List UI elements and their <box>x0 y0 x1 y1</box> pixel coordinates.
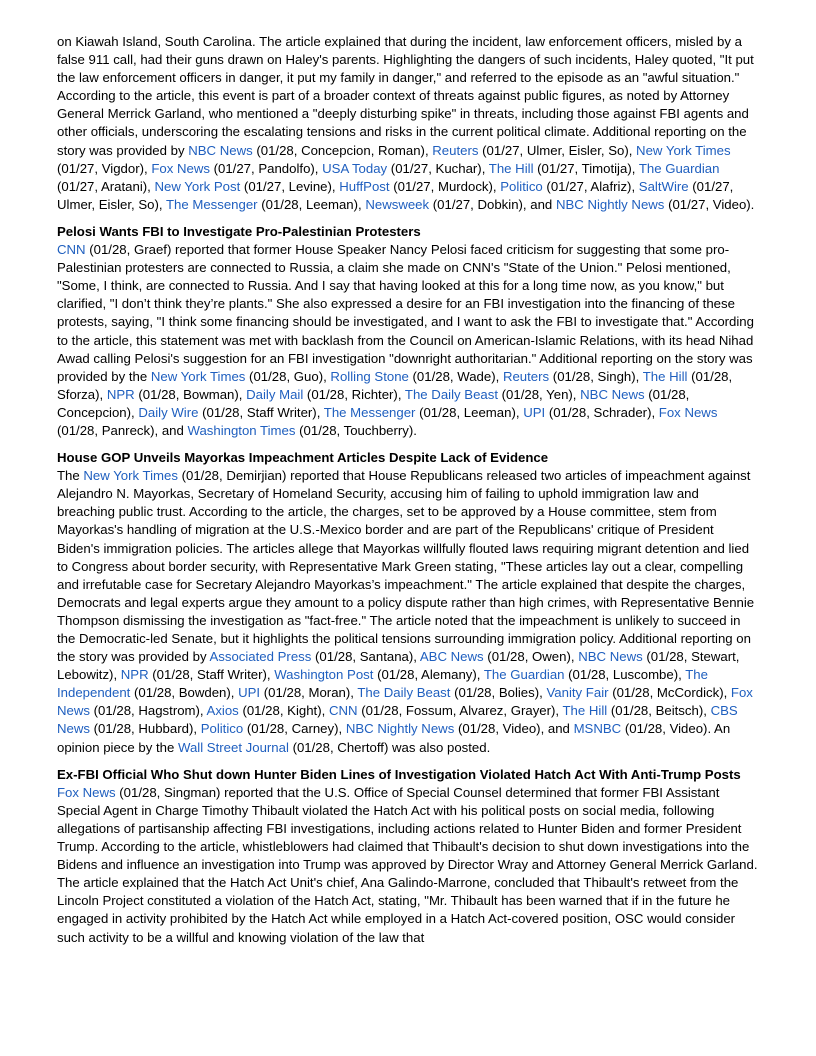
source-link[interactable]: Politico <box>200 721 244 737</box>
article-text: (01/28, Concepcion, Roman), <box>252 142 433 158</box>
article-text: (01/28, Concepcion), <box>57 386 690 420</box>
article-text: (01/28, Carney), <box>243 721 346 737</box>
article-text: (01/28, Stewart, Lebowitz), <box>57 649 740 683</box>
source-link[interactable]: The Daily Beast <box>357 685 451 701</box>
source-link[interactable]: The Messenger <box>165 196 258 212</box>
article-text: (01/28, Luscombe), <box>564 667 686 683</box>
source-link[interactable]: NBC News <box>188 142 253 158</box>
source-link[interactable]: Fox News <box>57 784 116 800</box>
source-link[interactable]: New York Times <box>83 468 178 484</box>
article-text: (01/28, Hagstrom), <box>89 703 207 719</box>
article-text: (01/27, Alafriz), <box>542 178 639 194</box>
source-link[interactable]: Axios <box>206 703 239 719</box>
source-link[interactable]: NBC News <box>578 649 643 665</box>
source-link[interactable]: Rolling Stone <box>330 368 409 384</box>
article-heading: House GOP Unveils Mayorkas Impeachment Articles Despite Lack of Evidence <box>57 450 549 466</box>
source-link[interactable]: The Hill <box>642 368 688 384</box>
article-text: (01/27, Dobkin), and <box>429 196 556 212</box>
article-body <box>57 33 760 214</box>
article-text: (01/28, Chertoff) was also posted. <box>288 739 491 755</box>
newsletter-page <box>57 33 760 956</box>
source-link[interactable]: MSNBC <box>573 721 622 737</box>
source-link[interactable]: CNN <box>57 242 86 258</box>
article-text: (01/28, Bowden), <box>130 685 239 701</box>
source-link[interactable]: New York Times <box>636 142 731 158</box>
article-text: (01/28, Richter), <box>303 386 405 402</box>
source-link[interactable]: UPI <box>238 685 261 701</box>
article-body <box>57 784 760 947</box>
article-text: (01/28, Kight), <box>238 703 329 719</box>
source-link[interactable]: CNN <box>328 703 358 719</box>
article-text: (01/27, Timotija), <box>533 160 639 176</box>
article-text: (01/28, Sforza), <box>57 368 733 402</box>
source-link[interactable]: Fox News <box>57 685 753 719</box>
article-text: (01/28, Singman) reported that the U.S. Office of Special Counsel determined that former FBI Assistant Special Agent in Charge Timothy Thibault violated the Hatch Act with his political posts on social media, following allegations of partisanship affecting FBI investigations, including actions related to Hunter Biden and former President Trump. According to the article, whistleblowers had claimed that Thibault's decision to shut down investigations into the Bidens and influence an investigation into Trump was approved by Director Wray and Attorney General Merrick Garland. The article explained that the Hatch Act Unit's chief, Ana Galindo-Marrone, concluded that Thibault's retweet from the Lincoln Project constituted a violation of the Hatch Act, stating, "Mr. Thibault has been warned that if in the future he engaged in activity prohibited by the Hatch Act while employed in a Hatch Act-covered position, OSC would consider such activity to be a willful and knowing violation of the law that <box>57 784 758 945</box>
article-text: (01/27, Pandolfo), <box>209 160 323 176</box>
article-text: (01/28, Staff Writer), <box>198 404 324 420</box>
article-text: (01/28, Moran), <box>260 685 358 701</box>
source-link[interactable]: NPR <box>106 386 135 402</box>
article-body <box>57 241 760 440</box>
article-text: (01/28, Bowman), <box>134 386 247 402</box>
article-text: (01/28, Leeman), <box>257 196 366 212</box>
article-text: (01/28, Fossum, Alvarez, Grayer), <box>357 703 563 719</box>
source-link[interactable]: The Hill <box>562 703 608 719</box>
source-link[interactable]: Politico <box>500 178 543 194</box>
article-pelosi-fbi <box>57 223 760 440</box>
article-text: (01/28, Alemany), <box>373 667 484 683</box>
source-link[interactable]: CBS News <box>57 703 738 737</box>
source-link[interactable]: Washington Post <box>274 667 374 683</box>
article-thibault-hatch-act <box>57 766 760 947</box>
source-link[interactable]: NBC Nightly News <box>345 721 455 737</box>
article-text: (01/27, Ulmer, Eisler, So), <box>478 142 637 158</box>
article-text: on Kiawah Island, South Carolina. The article explained that during the incident, law enforcement officers, misled by a false 911 call, had their guns drawn on Haley's parents. Highlighting the dangers of such incidents, Haley quoted, "It put the law enforcement officers in danger, it put my family in danger," and referred to the episode as an "awful situation." According to the article, this event is part of a broader context of threats against public figures, as noted by Attorney General Merrick Garland, who mentioned a "deeply disturbing spike" in threats, including those against FBI agents and other officials, underscoring the escalating tensions and risks in the current political climate. Additional reporting on the story was provided by <box>57 34 754 158</box>
source-link[interactable]: USA Today <box>322 160 388 176</box>
article-text: (01/28, Wade), <box>408 368 503 384</box>
article-text: (01/28, Beitsch), <box>607 703 711 719</box>
article-text: (01/27, Vigdor), <box>57 160 152 176</box>
source-link[interactable]: Fox News <box>658 404 718 420</box>
article-text: (01/28, Graef) reported that former House Speaker Nancy Pelosi faced criticism for suggesting that some pro-Palestinian protesters are connected to Russia, a claim she made on CNN's "State of the Union." Pelosi mentioned, "Some, I think, are connected to Russia. And I say that having looked at this for a long time now, as you know," but clarified, "I don’t think they’re plants." She also expressed a desire for an FBI investigation into the financing of these protests, saying, "I think some financing should be investigated, and I want to ask the FBI to investigate that." According to the article, this statement was met with backlash from the Council on American-Islamic Relations, with its head Nihad Awad calling Pelosi's suggestion for an FBI investigation "downright authoritarian." Additional reporting on the story was provided by the <box>57 242 754 384</box>
source-link[interactable]: New York Post <box>154 178 241 194</box>
article-heading: Pelosi Wants FBI to Investigate Pro-Palestinian Protesters <box>57 223 421 239</box>
source-link[interactable]: The Hill <box>488 160 534 176</box>
article-text: (01/28, Owen), <box>483 649 579 665</box>
source-link[interactable]: Reuters <box>502 368 550 384</box>
source-link[interactable]: The Independent <box>57 667 708 701</box>
source-link[interactable]: NBC Nightly News <box>555 196 665 212</box>
article-text: (01/28, Yen), <box>498 386 581 402</box>
source-link[interactable]: Newsweek <box>365 196 430 212</box>
article-body <box>57 467 760 757</box>
article-text: (01/27, Kuchar), <box>387 160 489 176</box>
article-text: (01/27, Video). <box>664 196 755 212</box>
article-heading: Ex-FBI Official Who Shut down Hunter Biden Lines of Investigation Violated Hatch Act With Anti-Trump Posts <box>57 766 741 782</box>
source-link[interactable]: UPI <box>523 404 546 420</box>
source-link[interactable]: The Daily Beast <box>404 386 498 402</box>
article-text: (01/28, Panreck), and <box>57 422 188 438</box>
source-link[interactable]: Fox News <box>151 160 210 176</box>
source-link[interactable]: The Guardian <box>638 160 720 176</box>
article-haley-swatting <box>57 33 760 214</box>
article-text: The <box>57 468 84 484</box>
article-text: (01/27, Aratani), <box>57 178 155 194</box>
article-text: (01/27, Ulmer, Eisler, So), <box>57 178 734 212</box>
article-text: (01/28, Schrader), <box>545 404 659 420</box>
article-text: (01/28, Demirjian) reported that House Republicans released two articles of impeachment against Alejandro N. Mayorkas, Secretary of Homeland Security, accusing him of failing to uphold immigration law and breaching public trust. According to the article, the charges, set to be approved by a House committee, stem from Mayorkas's handling of migration at the U.S.-Mexico border and are part of the Republicans' critique of President Biden's immigration policies. The articles allege that Mayorkas willfully flouted laws requiring migrant detention and lied to Congress about border security, with Representative Mark Green stating, "These articles lay out a clear, compelling and irrefutable case for Secretary Alejandro Mayorkas’s impeachment." The article explained that despite the charges, Democrats and legal experts argue they amount to a policy dispute rather than high crimes, with Representative Bennie Thompson dismissing the investigation as "fact-free." The article noted that the impeachment is unlikely to succeed in the Democratic-led Senate, but it highlights the political tensions surrounding immigration policy. Additional reporting on the story was provided by <box>57 468 755 665</box>
article-text: (01/28, Staff Writer), <box>148 667 275 683</box>
article-text: (01/28, Bolies), <box>450 685 547 701</box>
source-link[interactable]: Daily Mail <box>246 386 304 402</box>
article-text: (01/28, Leeman), <box>415 404 524 420</box>
source-link[interactable]: HuffPost <box>339 178 390 194</box>
article-text: (01/28, Touchberry). <box>295 422 417 438</box>
source-link[interactable]: Wall Street Journal <box>177 739 289 755</box>
article-text: (01/28, McCordick), <box>608 685 731 701</box>
source-link[interactable]: New York Times <box>150 368 246 384</box>
source-link[interactable]: Washington Times <box>187 422 296 438</box>
source-link[interactable]: Reuters <box>432 142 479 158</box>
article-text: (01/28, Santana), <box>311 649 420 665</box>
article-text: (01/28, Singh), <box>549 368 643 384</box>
source-link[interactable]: ABC News <box>419 649 484 665</box>
source-link[interactable]: Associated Press <box>209 649 312 665</box>
source-link[interactable]: SaltWire <box>638 178 689 194</box>
source-link[interactable]: The Guardian <box>483 667 565 683</box>
article-mayorkas-impeachment <box>57 449 760 757</box>
article-text: (01/28, Video), and <box>454 721 574 737</box>
article-text: (01/27, Levine), <box>240 178 340 194</box>
article-text: (01/27, Murdock), <box>389 178 501 194</box>
source-link[interactable]: Daily Wire <box>138 404 199 420</box>
article-text: (01/28, Hubbard), <box>89 721 201 737</box>
source-link[interactable]: NBC News <box>580 386 645 402</box>
article-text: (01/28, Guo), <box>245 368 331 384</box>
source-link[interactable]: NPR <box>120 667 149 683</box>
source-link[interactable]: Vanity Fair <box>546 685 609 701</box>
article-text: (01/28, Video). An opinion piece by the <box>57 721 731 755</box>
source-link[interactable]: The Messenger <box>323 404 416 420</box>
